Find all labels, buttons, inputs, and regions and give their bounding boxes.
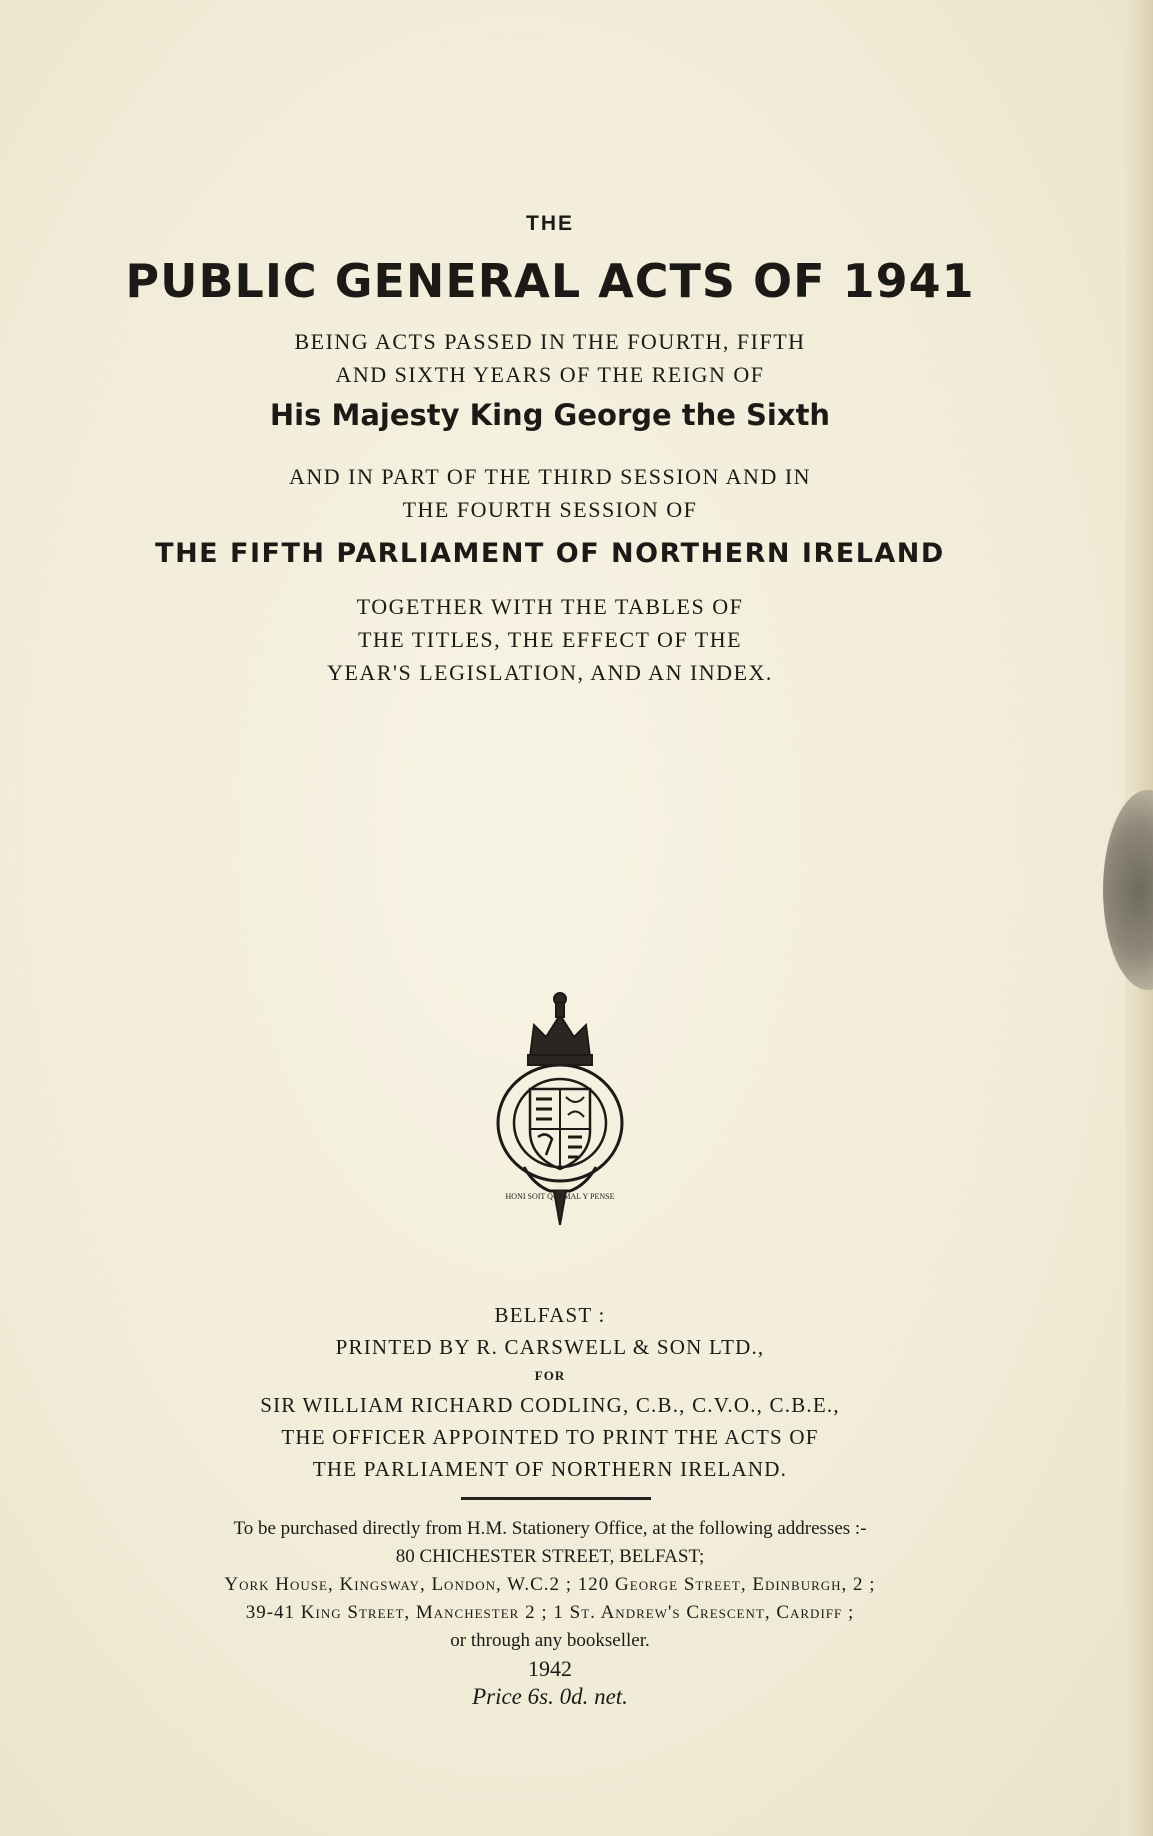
price: Price 6s. 0d. net.	[472, 1684, 628, 1709]
purchase-address-manchester: 39-41 King Street, Manchester 2 ; 1 St. Andrew's Crescent, Cardiff ;	[245, 1602, 855, 1623]
contents-line-3: YEAR'S LEGISLATION, AND AN INDEX.	[327, 660, 773, 685]
session-line-2: THE FOURTH SESSION OF	[402, 497, 698, 522]
divider-rule	[461, 1497, 651, 1500]
imprint-for: FOR	[534, 1368, 566, 1383]
reign-line-2: AND SIXTH YEARS OF THE REIGN OF	[335, 362, 765, 387]
session-line-1: AND IN PART OF THE THIRD SESSION AND IN	[288, 464, 812, 489]
contents-line-2: THE TITLES, THE EFFECT OF THE	[357, 627, 743, 652]
reign-statement	[0, 325, 1100, 391]
monarch-name: His Majesty King George the Sixth	[269, 398, 831, 432]
imprint-printer: PRINTED BY R. CARSWELL & SON LTD.,	[335, 1335, 765, 1359]
imprint-officer-3: THE PARLIAMENT OF NORTHERN IRELAND.	[312, 1457, 788, 1481]
session-statement	[0, 460, 1100, 526]
contents-statement	[0, 590, 1100, 689]
contents-line-1: TOGETHER WITH THE TABLES OF	[356, 594, 744, 619]
garter-motto: HONI SOIT QUI MAL Y PENSE	[505, 1192, 615, 1201]
imprint-city: BELFAST :	[494, 1303, 606, 1327]
purchase-intro: To be purchased directly from H.M. Stationery Office, at the following addresses :-	[233, 1518, 867, 1539]
imprint-officer-1: SIR WILLIAM RICHARD CODLING, C.B., C.V.O., C.B.E.,	[260, 1393, 840, 1417]
purchase-bookseller: or through any bookseller.	[450, 1630, 650, 1651]
page-title: PUBLIC GENERAL ACTS OF 1941	[125, 254, 975, 308]
purchase-address-belfast: 80 CHICHESTER STREET, BELFAST;	[395, 1546, 705, 1567]
printer-imprint	[0, 1299, 1100, 1485]
title-prefix: THE	[526, 212, 574, 235]
purchase-info	[0, 1515, 1100, 1711]
royal-coat-of-arms-icon	[494, 985, 626, 1231]
thumb-index-notch	[1103, 790, 1153, 990]
parliament-name: THE FIFTH PARLIAMENT OF NORTHERN IRELAND	[155, 538, 945, 569]
publication-year: 1942	[528, 1656, 572, 1681]
reign-line-1: BEING ACTS PASSED IN THE FOURTH, FIFTH	[294, 329, 806, 354]
purchase-address-london: York House, Kingsway, London, W.C.2 ; 120 George Street, Edinburgh, 2 ;	[224, 1574, 876, 1595]
imprint-officer-2: THE OFFICER APPOINTED TO PRINT THE ACTS OF	[281, 1425, 819, 1449]
